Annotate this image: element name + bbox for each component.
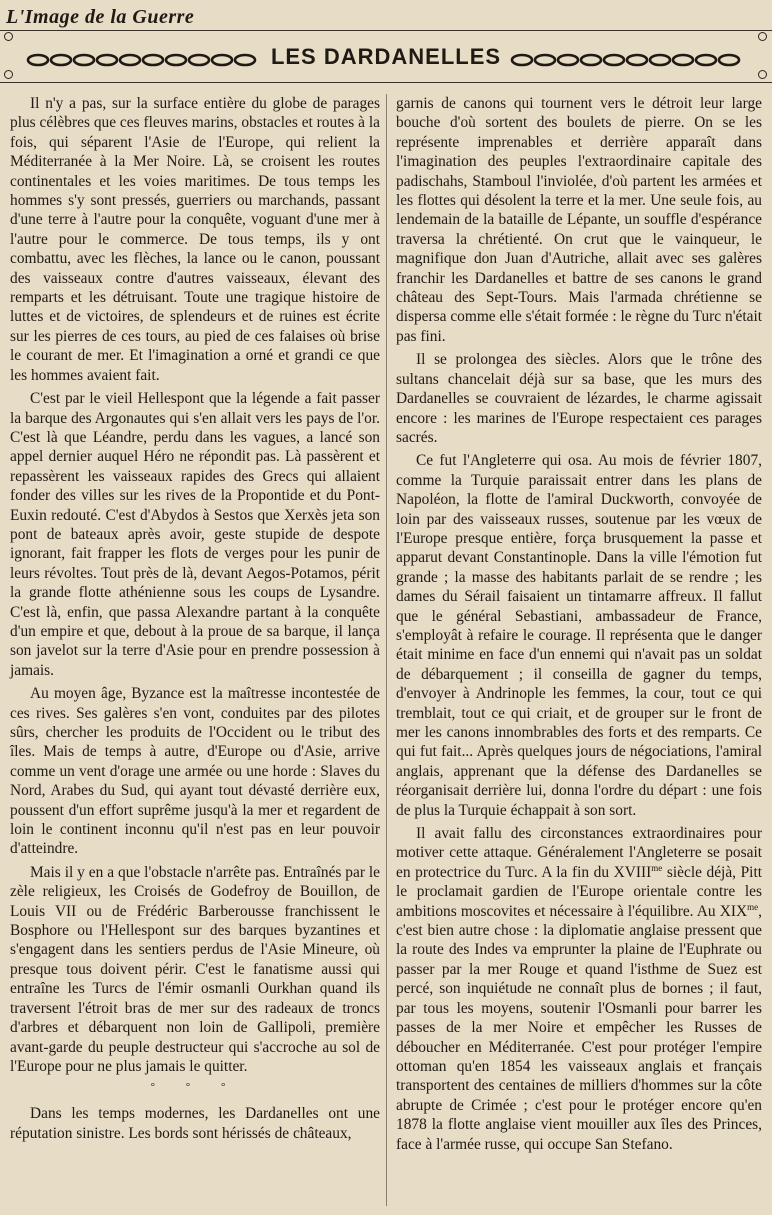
left-column	[10, 94, 380, 1147]
ornament-ring-bottom-left	[4, 70, 13, 79]
paragraph: Il se prolongea des siècles. Alors que le trône des sultans chancelait déjà sur sa base, que les murs des Dardanelles se couvraient de lézardes, le charme agissait encore : les marines de l'Europe respectaient ces parages sacrés.	[396, 351, 762, 446]
right-column	[396, 94, 762, 1158]
ornament-ring-bottom-right	[758, 70, 767, 79]
text-run: siècle déjà, Pitt le proclamait gardien de l'Europe orientale contre les ambitions moscovites et nécessaire à l'équilibre. Au XIX	[396, 863, 763, 920]
column-divider	[386, 94, 387, 1206]
superscript: me	[651, 862, 663, 873]
paragraph	[396, 824, 762, 1154]
chain-ornament-right	[510, 52, 746, 68]
text-run: Il avait fallu des circonstances extraordinaires pour motiver cette attaque. Généralement l'Angleterre se posait en protectrice du Turc. A la fin du XVIII	[396, 825, 762, 881]
text-run: , c'est bien autre chose : la diplomatie anglaise pressent que la route des Indes va emprunter la plaine de l'Euphrate ou passer par la mer Rouge et quand l'isthme de Suez est percé, son inquiétude ne connaît plus de bornes ; il faut, par tous les moyens, soutenir l'Osmanli pour barrer les passes de la mer Noire et empêcher les Russes de déboucher en Méditerranée. C'est pour protéger l'empire ottoman qu'en 1854 les vaisseaux anglais et français transportent des centaines de milliers d'hommes sur la côte abrupte de Crimée ; c'est pour le protéger encore qu'en 1878 la flotte anglaise vient mouiller aux îles des Princes, face à l'armée russe, qui occupe San Stefano.	[396, 902, 762, 1153]
header-rule-bottom	[0, 82, 772, 83]
header-rule-top	[0, 30, 772, 31]
running-title: L'Image de la Guerre	[6, 6, 195, 28]
ornament-ring-top-left	[4, 32, 13, 41]
article-title: LES DARDANELLES	[270, 44, 502, 69]
ornament-ring-top-right	[758, 32, 767, 41]
superscript: me	[747, 901, 759, 912]
section-break-asterism: ° ° °	[150, 1081, 240, 1094]
paragraph: Mais il y en a que l'obstacle n'arrête pas. Entraînés par le zèle religieux, les Croisés de Godefroy de Bouillon, de Louis VII ou de Frédéric Barberousse franchissent le Bosphore ou l'Hellespont sur des barques byzantines et s'engagent dans les sentiers perdus de l'Asie Mineure, où presque tous doivent périr. C'est le fanatisme aussi qui entraîne les Turcs de l'émir osmanli Ourkhan quand ils traversent l'étroit bras de mer sur des radeaux de troncs d'arbres et débarquent non loin de Gallipoli, première avant-garde du peuple destructeur qui s'accroche au sol de l'Europe pour ne plus jamais le quitter.	[10, 863, 380, 1075]
paragraph: C'est par le vieil Hellespont que la légende a fait passer la barque des Argonautes qui s'en allait vers les pays de l'or. C'est là que Léandre, perdu dans les vagues, a lancé son appel dernier auquel Héro ne répondit pas. Là passèrent et repassèrent les vaisseaux rapides des Grecs qui allaient fonder des villes sur les rives de la Propontide et du Pont-Euxin redouté. C'est d'Abydos à Sestos que Xerxès jeta son pont de bateaux après avoir, geste stupide de despote ignorant, fait frapper les flots de verges pour les punir de leurs révoltes. Tout près de là, devant Aegos-Potamos, périt la grande flotte athénienne sous les coups de Lysandre. C'est là, enfin, que passa Alexandre partant à la conquête d'un empire et que, debout à la proue de sa barque, il lança son javelot sur la terre d'Asie pour en prendre possession à jamais.	[10, 390, 380, 679]
paragraph: Il n'y a pas, sur la surface entière du globe de parages plus célèbres que ces fleuves marins, obstacles et routes à la fois, qui séparent l'Asie de l'Europe, qui relient la Méditerranée à la Mer Noire. Là, se croisent les routes continentales et les voies maritimes. De tous temps les hommes s'y sont pressés, guerriers ou marchands, passant d'une terre à l'autre pour la conquête, voguant d'une mer à l'autre pour le commerce. De tous temps, ils y ont combattu, avec les flèches, la lance ou le canon, poussant des vaisseaux contre d'autres vaisseaux, élevant des remparts et les détruisant. Toute une tragique histoire de luttes et de victoires, de splendeurs et de ruines est écrite sur les pierres de ces tours, au pied de ces falaises où brise le courant de mer. Et l'imagination a orné et grandi ce que les hommes avaient fait.	[10, 95, 380, 384]
paragraph-continuation: garnis de canons qui tournent vers le détroit leur large bouche d'où sortent des boulets de pierre. On se les représente imprenables et derrière apparaît dans l'imagination des peuples l'extraordinaire capitale des padischahs, Stamboul l'inviolée, d'où partent les armées et les flottes qui désolent la terre et la mer. Une seule fois, au lendemain de la bataille de Lépante, un souffle d'espérance traversa la chrétienté. On crut que le vainqueur, le magnifique don Juan d'Autriche, allait avec ses galères franchir les Dardanelles et battre de ses canons le grand château des Sept-Tours. Mais l'armada chrétienne se dispersa comme elle s'était formée : le règne du Turc n'était pas fini.	[396, 95, 762, 345]
paragraph: Dans les temps modernes, les Dardanelles ont une réputation sinistre. Les bords sont hérissés de châteaux,	[10, 1105, 380, 1142]
paragraph: Au moyen âge, Byzance est la maîtresse incontestée de ces rives. Ses galères s'en vont, conduites par des pilotes sûrs, chercher les produits de l'Occident ou le tribut des îles. Mais de temps à autre, d'Europe ou d'Asie, arrive comme un vent d'orage une armée ou une horde : Slaves du Nord, Arabes du Sud, qui ayant tout dévasté derrière eux, poussent d'un effort suprême jusqu'à la mer et regardent de loin le continent inconnu qu'il n'est pas en leur pouvoir d'atteindre.	[10, 685, 380, 858]
paragraph: Ce fut l'Angleterre qui osa. Au mois de février 1807, comme la Turquie paraissait entrer dans les plans de Napoléon, la flotte de l'amiral Duckworth, convoyée de loin par des vaisseaux russes, soutenue par les vœux de l'Europe presque entière, força brusquement la passe et apparut devant Constantinople. Dans la ville l'émotion fut grande ; la masse des habitants parlait de se rendre ; les dames du Sérail faisaient un tintamarre affreux. Il fallut que le général Sebastiani, ambassadeur de France, s'employât à refaire le courage. Il représenta que le danger était minime en face d'un ennemi qui n'avait pas un soldat de débarquement ; il conseilla de gagner du temps, d'envoyer à Andrinople les femmes, la cour, tout ce qui tremblait, tout ce qui criait, et de grouper sur le front de mer les canons innombrables des forts et des remparts. Ce qui fut fait... Après quelques jours de négociations, l'amiral anglais, apprenant que la défense des Dardanelles se réorganisait derrière lui, donna l'ordre du départ : une fois de plus la Turquie échappait à son sort.	[396, 452, 762, 819]
